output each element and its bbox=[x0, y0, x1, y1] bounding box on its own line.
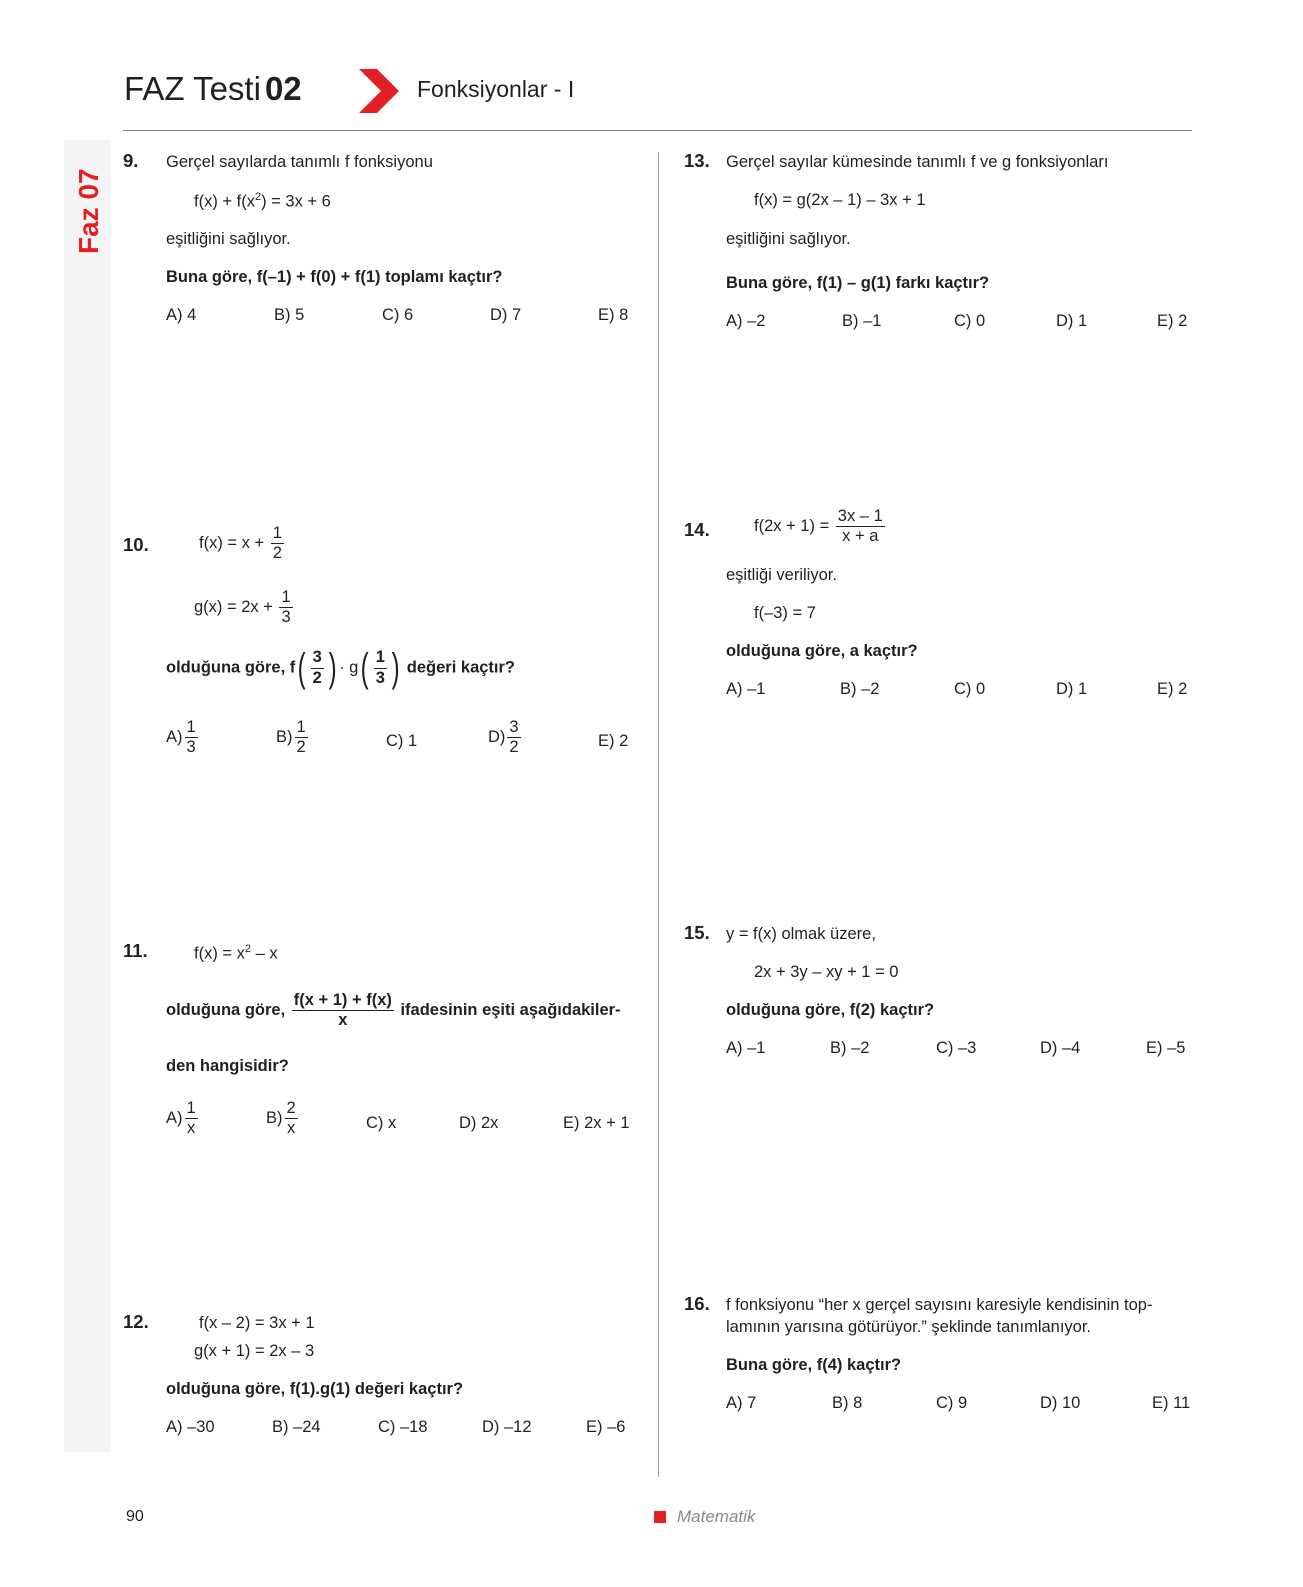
question-15-prompt: olduğuna göre, f(2) kaçtır? bbox=[726, 1001, 935, 1019]
question-16-prompt: Buna göre, f(4) kaçtır? bbox=[726, 1356, 902, 1374]
question-16-option-c[interactable]: C) 9 bbox=[936, 1394, 968, 1412]
question-9-number: 9. bbox=[123, 150, 139, 171]
question-12-option-a[interactable]: A) –30 bbox=[166, 1418, 215, 1436]
question-16-option-b[interactable]: B) 8 bbox=[832, 1394, 863, 1412]
question-9-option-d[interactable]: D) 7 bbox=[490, 306, 522, 324]
question-15-option-d[interactable]: D) –4 bbox=[1040, 1039, 1081, 1057]
question-14-option-e[interactable]: E) 2 bbox=[1157, 680, 1188, 698]
question-10-option-a[interactable]: A) $\frac{1}{3}$ bbox=[166, 718, 196, 757]
question-13-option-a[interactable]: A) –2 bbox=[726, 312, 766, 330]
question-16-option-d[interactable]: D) 10 bbox=[1040, 1394, 1081, 1412]
question-14-option-c[interactable]: C) 0 bbox=[954, 680, 986, 698]
question-10-option-e[interactable]: E) 2 bbox=[598, 732, 629, 750]
question-16-number: 16. bbox=[684, 1293, 710, 1314]
question-10-f-definition: f(x) = x + $\frac{1}{2}$ bbox=[199, 524, 282, 563]
question-15-option-c[interactable]: C) –3 bbox=[936, 1039, 977, 1057]
question-13-option-c[interactable]: C) 0 bbox=[954, 312, 986, 330]
question-12-option-e[interactable]: E) –6 bbox=[586, 1418, 626, 1436]
question-11-option-d[interactable]: D) 2x bbox=[459, 1114, 499, 1132]
question-10-option-d[interactable]: D) $\frac{3}{2}$ bbox=[488, 718, 519, 757]
question-13-option-d[interactable]: D) 1 bbox=[1056, 312, 1088, 330]
header-divider bbox=[123, 130, 1192, 131]
question-13-option-e[interactable]: E) 2 bbox=[1157, 312, 1188, 330]
subject-square-icon bbox=[654, 1511, 666, 1523]
question-12-option-b[interactable]: B) –24 bbox=[272, 1418, 321, 1436]
question-12-equation-1: f(x – 2) = 3x + 1 bbox=[199, 1314, 315, 1332]
question-10-g-definition: g(x) = 2x + $\frac{1}{3}$ bbox=[194, 588, 291, 627]
question-9-prompt: Buna göre, f(–1) + f(0) + f(1) toplamı kaçtır? bbox=[166, 268, 503, 286]
question-11-option-b[interactable]: B) $\frac{2}{x}$ bbox=[266, 1099, 296, 1138]
question-13-equation: f(x) = g(2x – 1) – 3x + 1 bbox=[754, 191, 926, 209]
question-15-option-e[interactable]: E) –5 bbox=[1146, 1039, 1186, 1057]
page-number: 90 bbox=[126, 1508, 144, 1525]
question-12-equation-2: g(x + 1) = 2x – 3 bbox=[194, 1342, 315, 1360]
test-number: 02 bbox=[264, 70, 302, 107]
question-9-option-c[interactable]: C) 6 bbox=[382, 306, 414, 324]
question-11-prompt-line-2: den hangisidir? bbox=[166, 1057, 289, 1075]
question-9-condition: eşitliğini sağlıyor. bbox=[166, 230, 291, 248]
question-14-option-b[interactable]: B) –2 bbox=[840, 680, 880, 698]
question-12-number: 12. bbox=[123, 1311, 149, 1332]
question-9-option-b[interactable]: B) 5 bbox=[274, 306, 305, 324]
question-12-prompt: olduğuna göre, f(1).g(1) değeri kaçtır? bbox=[166, 1380, 464, 1398]
chevron-right-icon bbox=[359, 69, 399, 113]
question-15-option-b[interactable]: B) –2 bbox=[830, 1039, 870, 1057]
question-13-prompt: Buna göre, f(1) – g(1) farkı kaçtır? bbox=[726, 274, 990, 292]
question-14-condition: eşitliği veriliyor. bbox=[726, 566, 837, 584]
question-14-option-d[interactable]: D) 1 bbox=[1056, 680, 1088, 698]
question-12-option-d[interactable]: D) –12 bbox=[482, 1418, 532, 1436]
question-11-number: 11. bbox=[123, 940, 148, 961]
question-14-equation-2: f(–3) = 7 bbox=[754, 604, 816, 622]
question-11-equation: $f(x) = x^2 - x$ bbox=[194, 943, 278, 963]
question-12-option-c[interactable]: C) –18 bbox=[378, 1418, 428, 1436]
column-divider bbox=[658, 152, 659, 1477]
test-label: FAZ Testi bbox=[124, 70, 261, 107]
question-16-option-a[interactable]: A) 7 bbox=[726, 1394, 757, 1412]
question-10-prompt: olduğuna göre, f ( $\frac{3}{2}$ ) · g ( $\frac{1}{3}$ ) değeri kaçtır? bbox=[166, 646, 516, 690]
question-14-prompt: olduğuna göre, a kaçtır? bbox=[726, 642, 918, 660]
question-13-number: 13. bbox=[684, 150, 710, 171]
side-strip bbox=[64, 140, 111, 1452]
question-9-equation: $f(x) + f(x^2) = 3x + 6$ bbox=[194, 191, 331, 211]
question-15-stem: y = f(x) olmak üzere, bbox=[726, 925, 876, 943]
question-9-stem: Gerçel sayılarda tanımlı f fonksiyonu bbox=[166, 153, 433, 171]
question-14-option-a[interactable]: A) –1 bbox=[726, 680, 766, 698]
question-11-option-a[interactable]: A) $\frac{1}{x}$ bbox=[166, 1099, 196, 1138]
question-16-stem-line-2: lamının yarısına götürüyor.” şeklinde tanımlanıyor. bbox=[726, 1318, 1092, 1336]
question-13-condition: eşitliğini sağlıyor. bbox=[726, 230, 851, 248]
question-11-option-e[interactable]: E) 2x + 1 bbox=[563, 1114, 630, 1132]
test-title bbox=[124, 70, 302, 108]
question-16-stem-line-1: f fonksiyonu “her x gerçel sayısını karesiyle kendisinin top- bbox=[726, 1296, 1153, 1314]
question-14-number: 14. bbox=[684, 519, 710, 540]
question-11-prompt: olduğuna göre, $\frac{f(x + 1) + f(x)}{x}$ ifadesinin eşiti aşağıdakiler- bbox=[166, 991, 621, 1030]
question-15-option-a[interactable]: A) –1 bbox=[726, 1039, 766, 1057]
question-10-option-c[interactable]: C) 1 bbox=[386, 732, 418, 750]
side-mark-text: Faz 07 bbox=[73, 168, 104, 254]
question-10-number: 10. bbox=[123, 534, 149, 555]
question-9-option-e[interactable]: E) 8 bbox=[598, 306, 629, 324]
question-13-stem: Gerçel sayılar kümesinde tanımlı f ve g fonksiyonları bbox=[726, 153, 1109, 171]
question-9-option-a[interactable]: A) 4 bbox=[166, 306, 197, 324]
question-10-option-b[interactable]: B) $\frac{1}{2}$ bbox=[276, 718, 306, 757]
faz-07-side-mark bbox=[68, 154, 108, 254]
question-13-option-b[interactable]: B) –1 bbox=[842, 312, 882, 330]
question-14-equation: f(2x + 1) = $\frac{3x - 1}{x + a}$ bbox=[754, 507, 883, 546]
question-15-number: 15. bbox=[684, 922, 710, 943]
question-11-option-c[interactable]: C) x bbox=[366, 1114, 397, 1132]
subject-name: Matematik bbox=[677, 1507, 756, 1526]
question-15-equation: 2x + 3y – xy + 1 = 0 bbox=[754, 963, 899, 981]
topic-title: Fonksiyonlar - I bbox=[417, 76, 575, 102]
question-16-option-e[interactable]: E) 11 bbox=[1152, 1394, 1191, 1412]
